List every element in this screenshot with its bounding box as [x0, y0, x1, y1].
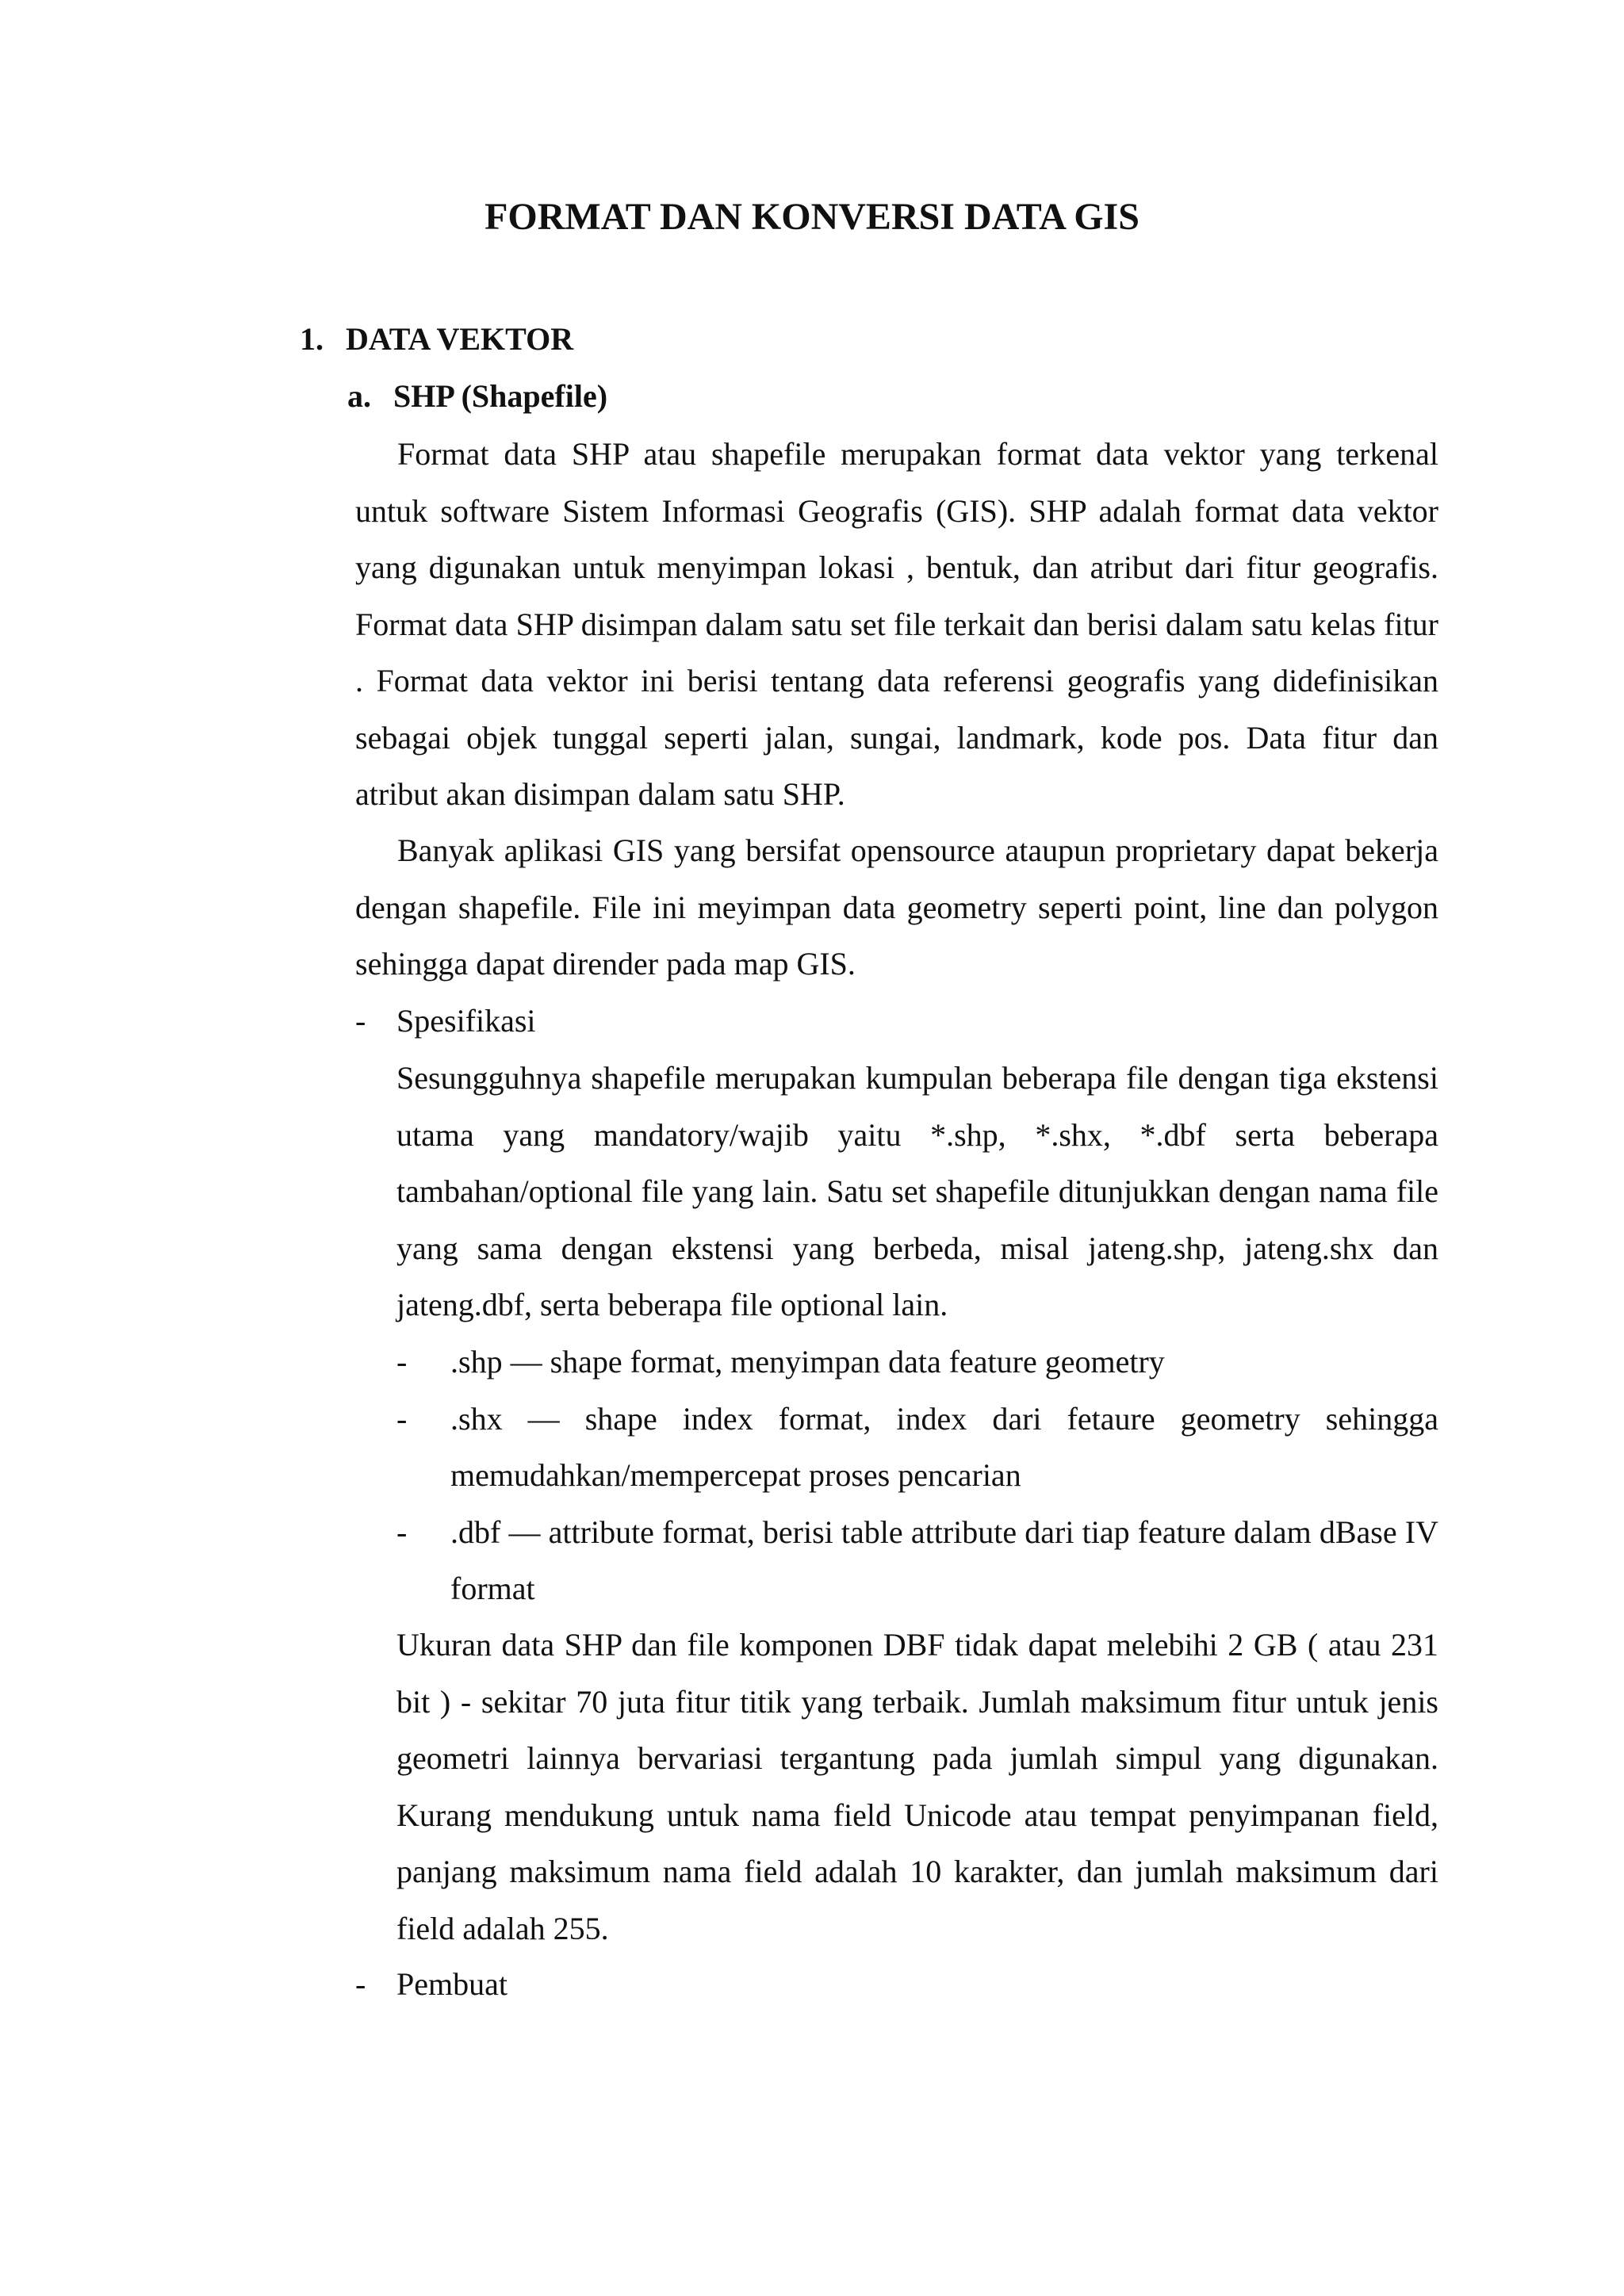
list-item-text: .shp — shape format, menyimpan data feature geometry [450, 1344, 1165, 1380]
pembuat-item [355, 1956, 508, 2013]
spesifikasi-label: Spesifikasi [396, 1003, 536, 1039]
list-dash: - [355, 1966, 366, 2002]
paragraph-limits: Ukuran data SHP dan file komponen DBF tidak dapat melebihi 2 GB ( atau 231 bit ) - sekitar 70 juta fitur titik yang terbaik. Jumlah maksimum fitur untuk jenis geometri lainnya bervariasi tergantung pada jumlah simpul yang digunakan. Kurang mendukung untuk nama field Unicode atau tempat penyimpanan field, panjang maksimum nama field adalah 10 karakter, dan jumlah maksimum dari field adalah 255. [396, 1627, 1438, 1946]
list-item [396, 1391, 1438, 1504]
subsection-title: SHP (Shapefile) [393, 378, 608, 414]
list-item [396, 1504, 1438, 1617]
extension-list [396, 1334, 1438, 1617]
section-number: 1. [300, 321, 324, 357]
section-title: DATA VEKTOR [346, 321, 574, 357]
subsection-heading [347, 373, 607, 420]
list-dash: - [355, 1003, 366, 1039]
section-heading [300, 316, 573, 363]
list-item [396, 1334, 1438, 1391]
document-title: FORMAT DAN KONVERSI DATA GIS [485, 196, 1139, 238]
list-item-text: .dbf — attribute format, berisi table attribute dari tiap feature dalam dBase IV format [450, 1513, 1438, 1606]
list-item-text: .shx — shape index format, index dari fetaure geometry sehingga memudahkan/mempercepat proses pencarian [450, 1400, 1438, 1493]
pembuat-label: Pembuat [396, 1966, 508, 2002]
paragraph-shp-apps: Banyak aplikasi GIS yang bersifat opensource ataupun proprietary dapat bekerja dengan shapefile. File ini meyimpan data geometry seperti point, line dan polygon sehingga dapat dirender pada map GIS. [355, 832, 1438, 982]
paragraph-spesifikasi: Sesungguhnya shapefile merupakan kumpulan beberapa file dengan tiga ekstensi utama yang mandatory/wajib yaitu *.shp, *.shx, *.dbf serta beberapa tambahan/optional file yang lain. Satu set shapefile ditunjukkan dengan nama file yang sama dengan ekstensi yang berbeda, misal jateng.shp, jateng.shx dan jateng.dbf, serta beberapa file optional lain. [396, 1060, 1438, 1322]
list-dash: - [396, 1400, 408, 1437]
paragraph-shp-intro: Format data SHP atau shapefile merupakan format data vektor yang terkenal untuk software Sistem Informasi Geografis (GIS). SHP adalah format data vektor yang digunakan untuk menyimpan lokasi , bentuk, dan atribut dari fitur geografis. Format data SHP disimpan dalam satu set file terkait dan berisi dalam satu kelas fitur . Format data vektor ini berisi tentang data referensi geografis yang didefinisikan sebagai objek tunggal seperti jalan, sungai, landmark, kode pos. Data fitur dan atribut akan disimpan dalam satu SHP. [355, 436, 1438, 812]
list-dash: - [396, 1513, 408, 1550]
subsection-letter: a. [347, 378, 371, 414]
list-dash: - [396, 1344, 408, 1380]
spesifikasi-item [355, 993, 536, 1050]
